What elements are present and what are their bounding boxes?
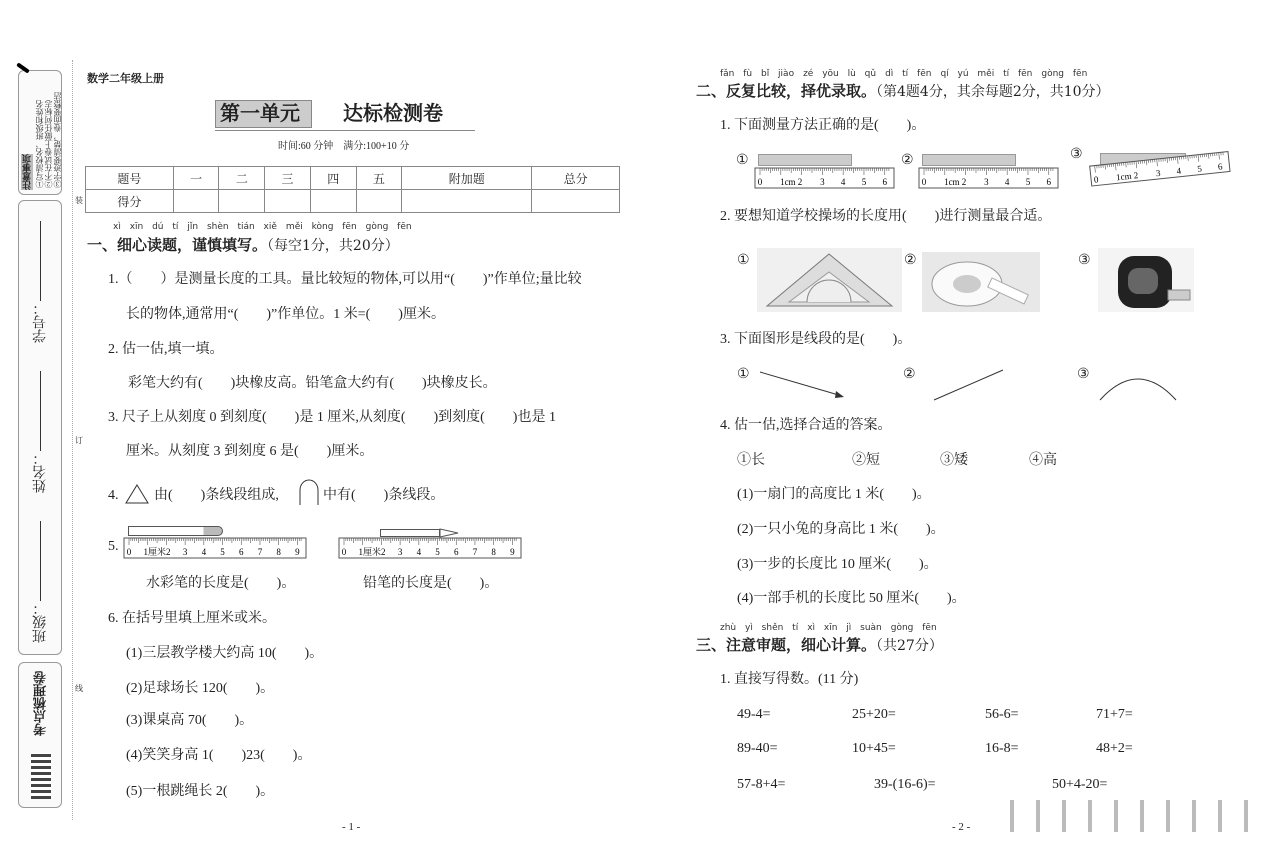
q5-num: 5. <box>108 539 119 554</box>
title-underline <box>215 130 475 131</box>
score-table <box>85 166 620 213</box>
ruler-label: 6 <box>1046 177 1052 187</box>
s2-q2: 2. 要想知道学校操场的长度用( )进行测量最合适。 <box>720 209 1052 224</box>
class-label <box>31 521 51 643</box>
q6-item: (1)三层教学楼大约高 10( )。 <box>126 646 324 661</box>
q4-option: ④高 <box>1029 453 1057 468</box>
q3-line2: 厘米。从刻度 3 到刻度 6 是( )厘米。 <box>126 444 374 459</box>
ruler-label: 3 <box>182 547 188 557</box>
choice-mark: ① <box>737 253 750 268</box>
calc-item: 89-40= <box>737 741 778 756</box>
class-field[interactable] <box>41 521 42 601</box>
ruler-label: 1厘米2 <box>143 547 171 557</box>
score-header: 题号 <box>86 167 174 190</box>
calc-item: 48+2= <box>1096 741 1133 756</box>
set-square-image <box>757 248 902 312</box>
ruler-label: 6 <box>239 547 244 557</box>
marker-pen <box>128 526 223 536</box>
calc-item: 57-8+4= <box>737 777 786 792</box>
ruler-label: 8 <box>276 547 281 557</box>
ruler-label: 0 <box>126 547 132 557</box>
q2-line: 彩笔大约有( )块橡皮高。铅笔盒大约有( )块橡皮长。 <box>128 376 497 391</box>
measured-bar <box>922 154 1016 166</box>
q4-text-b: 中有( )条线段。 <box>323 488 445 503</box>
ruler-marker <box>124 538 314 558</box>
binding-char-2: 订 <box>75 432 83 450</box>
q5-caption-b: 铅笔的长度是( )。 <box>363 576 499 591</box>
binding-char-1: 装 <box>75 192 83 210</box>
score-header: 附加题 <box>402 167 532 190</box>
watermark-bars <box>1000 800 1250 832</box>
ruler-label: 5 <box>435 547 440 557</box>
choice-mark: ③ <box>1070 147 1083 162</box>
name-label <box>31 371 51 493</box>
calc-item: 56-6= <box>985 707 1019 722</box>
notes-title: 注意事项 <box>23 154 33 190</box>
ruler-option-2 <box>919 168 1064 190</box>
ruler-option-1 <box>755 168 900 190</box>
score-cell[interactable] <box>173 190 219 213</box>
calc-item: 10+45= <box>852 741 896 756</box>
ruler-label: 4 <box>1176 165 1182 177</box>
note-2: ②不在试卷上做任何标志 <box>44 100 53 188</box>
arch-shape-icon <box>297 478 321 506</box>
score-cell[interactable] <box>265 190 311 213</box>
section2-heading <box>696 82 1110 101</box>
section3-heading <box>696 636 943 655</box>
score-header: 三 <box>265 167 311 190</box>
section2-title: 二、反复比较，择优录取。 <box>696 82 877 100</box>
section3-title: 三、注意审题，细心计算。 <box>696 636 877 654</box>
ruler-label: 6 <box>454 547 459 557</box>
s2-q1: 1. 下面测量方法正确的是( )。 <box>720 118 926 133</box>
choice-mark: ① <box>737 367 750 382</box>
calc-item: 16-8= <box>985 741 1019 756</box>
choice-mark: ③ <box>1077 367 1090 382</box>
segment-figure <box>933 368 1005 402</box>
binding-line <box>72 60 73 820</box>
score-header: 二 <box>219 167 265 190</box>
q4-num: 4. <box>108 488 119 503</box>
ruler-label: 9 <box>295 547 300 557</box>
ruler-label: 8 <box>491 547 496 557</box>
q1-line2: 长的物体,通常用“( )”作单位。1 米=( )厘米。 <box>126 307 445 322</box>
score-header: 总分 <box>532 167 620 190</box>
ruler-label: 7 <box>472 547 478 557</box>
q4-option: ①长 <box>737 453 765 468</box>
calc-item: 39-(16-6)= <box>874 777 936 792</box>
calc-item: 50+4-20= <box>1052 777 1108 792</box>
curve-figure <box>1098 374 1178 402</box>
student-no-label <box>31 221 51 343</box>
score-header: 五 <box>356 167 402 190</box>
section3-pinyin: zhù yì shěn tí xì xīn jì suàn gòng fēn <box>720 623 937 633</box>
ruler-label: 3 <box>1155 167 1161 179</box>
choice-mark: ③ <box>1078 253 1091 268</box>
q6-item: (3)课桌高 70( )。 <box>126 713 254 728</box>
choice-mark: ① <box>736 153 749 168</box>
q4-item: (4)一部手机的长度比 50 厘米( )。 <box>737 591 966 606</box>
ruler-label: 1cm 2 <box>780 177 803 187</box>
page-number-1: - 1 - <box>342 821 361 833</box>
binding-char-3: 线 <box>75 680 83 698</box>
q4-text-a: 由( )条线段组成, <box>154 488 279 503</box>
section2-score: （第4题4分，其余每题2分，共10分） <box>876 84 1110 100</box>
score-cell[interactable] <box>219 190 265 213</box>
page-number-2: - 2 - <box>952 821 971 833</box>
section1-heading <box>87 236 399 255</box>
book-stack-icon <box>31 753 51 799</box>
ruler-label: 0 <box>341 547 347 557</box>
ruler-pencil <box>339 538 529 558</box>
q4-item: (2)一只小兔的身高比 1 米( )。 <box>737 522 945 537</box>
section1-title: 一、细心读题，谨慎填写。 <box>87 236 268 254</box>
q1-line1: 1.（ ）是测量长度的工具。量比较短的物体,可以用“( )”作单位;量比较 <box>108 272 582 287</box>
q3-line1: 3. 尺子上从刻度 0 到刻度( )是 1 厘米,从刻度( )到刻度( )也是 1 <box>108 410 556 425</box>
choice-mark: ② <box>904 253 917 268</box>
q4-option: ③矮 <box>940 453 968 468</box>
ruler-label: 5 <box>1196 163 1203 174</box>
score-header: 四 <box>310 167 356 190</box>
score-header: 一 <box>173 167 219 190</box>
s2-q3: 3. 下面图形是线段的是( )。 <box>720 332 912 347</box>
ruler-label: 9 <box>510 547 515 557</box>
q4-option: ②短 <box>852 453 880 468</box>
s3-q1: 1. 直接写得数。(11 分) <box>720 672 859 687</box>
s2-q4: 4. 估一估,选择合适的答案。 <box>720 418 892 433</box>
ruler-label: 0 <box>1093 174 1099 185</box>
section3-score: （共27分） <box>876 638 943 654</box>
ruler-label: 4 <box>201 547 207 557</box>
measured-bar <box>758 154 852 166</box>
ruler-label: 6 <box>1217 161 1223 172</box>
ruler-label: 0 <box>921 177 927 187</box>
q5-caption-a: 水彩笔的长度是( )。 <box>146 576 296 591</box>
student-no-field[interactable] <box>41 221 42 301</box>
section1-score: （每空1分，共20分） <box>267 238 399 254</box>
note-1: ①写清校名、班级和姓名 <box>35 100 44 188</box>
ray-figure <box>758 368 848 400</box>
q6: 6. 在括号里填上厘米或米。 <box>108 611 276 626</box>
note-3: ③字迹要清楚，卷面要整洁 <box>53 92 62 188</box>
student-no-text: 学号： <box>33 301 48 343</box>
choice-mark: ② <box>901 153 914 168</box>
q2: 2. 估一估,填一填。 <box>108 342 224 357</box>
student-info-box <box>18 200 62 655</box>
q6-item: (5)一根跳绳长 2( )。 <box>126 784 275 799</box>
calc-item: 25+20= <box>852 707 896 722</box>
ruler-label: 4 <box>416 547 422 557</box>
q6-item: (4)笑笑身高 1( )23( )。 <box>126 748 312 763</box>
score-cell[interactable] <box>310 190 356 213</box>
brand-text: 考点梳理卷 <box>34 671 49 736</box>
pencil-tip <box>440 529 460 537</box>
ruler-label: 3 <box>397 547 403 557</box>
ruler-label: 5 <box>861 177 867 187</box>
tape-measure-roll-image <box>922 252 1040 312</box>
q4-item: (3)一步的长度比 10 厘米( )。 <box>737 557 938 572</box>
score-cell[interactable] <box>402 190 532 213</box>
brand-box <box>18 662 62 808</box>
tape-measure-device-image <box>1098 248 1194 312</box>
section2-pinyin: fǎn fù bǐ jiào zé yōu lù qǔ dì tí fēn qí yú měi tí fēn gòng fēn <box>720 69 1088 79</box>
time-info: 时间:60 分钟 满分:100+10 分 <box>278 141 410 152</box>
ruler-label: 4 <box>1004 177 1010 187</box>
score-cell[interactable] <box>356 190 402 213</box>
ruler-label: 1厘米2 <box>358 547 386 557</box>
ruler-label: 3 <box>820 177 825 187</box>
q4-item: (1)一扇门的高度比 1 米( )。 <box>737 487 931 502</box>
ruler-label: 0 <box>757 177 763 187</box>
ruler-label: 1cm 2 <box>1115 170 1139 183</box>
ruler-label: 3 <box>984 177 989 187</box>
calc-item: 71+7= <box>1096 707 1133 722</box>
score-row-label: 得分 <box>86 190 174 213</box>
ruler-label: 4 <box>840 177 846 187</box>
ruler-label: 1cm 2 <box>944 177 967 187</box>
calc-item: 49-4= <box>737 707 771 722</box>
name-field[interactable] <box>41 371 42 451</box>
title-unit: 第一单元 <box>220 103 300 125</box>
triangle-icon <box>125 484 149 504</box>
section1-pinyin: xì xīn dú tí jǐn shèn tián xiě měi kòng fēn gòng fēn <box>113 222 412 232</box>
ruler-label: 5 <box>220 547 225 557</box>
pencil <box>380 529 440 537</box>
ruler-label: 6 <box>882 177 888 187</box>
notes-box <box>18 70 62 195</box>
page-title: 达标检测卷 <box>343 103 443 125</box>
score-cell[interactable] <box>532 190 620 213</box>
score-table-header-row <box>86 167 620 190</box>
ruler-label: 5 <box>1025 177 1031 187</box>
ruler-label: 7 <box>257 547 263 557</box>
choice-mark: ② <box>903 367 916 382</box>
class-text: 班级： <box>33 601 48 643</box>
score-table-score-row <box>86 190 620 213</box>
q6-item: (2)足球场长 120( )。 <box>126 681 275 696</box>
name-text: 姓名： <box>33 451 48 493</box>
book-label: 数学二年级上册 <box>87 73 164 85</box>
